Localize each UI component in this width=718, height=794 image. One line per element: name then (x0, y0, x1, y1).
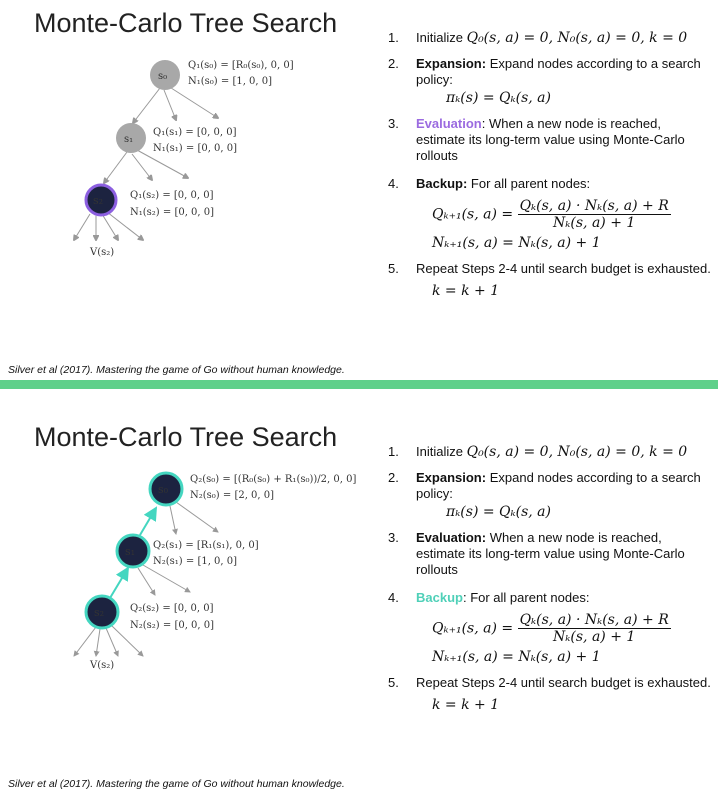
edge (168, 86, 218, 118)
algorithm-steps (388, 444, 713, 713)
edge (96, 629, 100, 656)
edge (133, 88, 160, 123)
s1-q-label: Q₁(s₁) = [0, 0, 0] (153, 127, 237, 138)
algorithm-steps (388, 30, 713, 299)
node-s2-label: s₂ (93, 194, 104, 207)
s2-q-label: Q₂(s₂) = [0, 0, 0] (130, 603, 214, 614)
slide-divider (0, 380, 718, 389)
step-1: 1. Initialize Q₀(s, a) = 0, N₀(s, a) = 0, k = 0 (388, 30, 688, 46)
node-s1-label: s₁ (125, 545, 136, 558)
step-4: 4. Backup: For all parent nodes: Qₖ₊₁(s, a) = $\frac{\text{Qₖ(s, a) · Nₖ(s, a) + R}}{\text{Nₖ(s, a) + 1}}$ Nₖ₊₁(s, a) = Nₖ(s, a) + 1 (388, 590, 713, 665)
edge (106, 628, 118, 656)
node-s1-label: s₁ (124, 134, 134, 145)
step-2: 2. Expansion: Expand nodes according to a search policy: πₖ(s) = Qₖ(s, a) (388, 470, 713, 520)
value-label: V(s₂) (90, 247, 115, 258)
policy-equation: πₖ(s) = Qₖ(s, a) (446, 504, 551, 520)
edge (138, 568, 155, 595)
edge (104, 152, 127, 183)
s2-n-label: N₂(s₂) = [0, 0, 0] (130, 620, 215, 631)
edge (132, 154, 152, 180)
init-equation: Q₀(s, a) = 0, N₀(s, a) = 0, k = 0 (466, 444, 688, 460)
node-s0-label: s₀ (158, 483, 169, 496)
mcts-tree-diagram (0, 0, 385, 300)
slide-2 (0, 400, 718, 794)
init-equation: Q₀(s, a) = 0, N₀(s, a) = 0, k = 0 (466, 30, 688, 46)
s1-n-label: N₁(s₁) = [0, 0, 0] (153, 143, 238, 154)
slide-1 (0, 0, 718, 379)
edge (137, 150, 188, 178)
edge (164, 90, 176, 120)
slide-title: Monte-Carlo Tree Search (34, 422, 338, 452)
n-update-equation: Nₖ₊₁(s, a) = Nₖ(s, a) + 1 (432, 649, 601, 665)
s0-q-label: Q₁(s₀) = [R₀(s₀), 0, 0] (188, 60, 294, 71)
mcts-tree-diagram (0, 400, 385, 700)
step-1: 1. Initialize Q₀(s, a) = 0, N₀(s, a) = 0, k = 0 (388, 444, 688, 460)
s0-n-label: N₂(s₀) = [2, 0, 0] (190, 490, 275, 501)
step-5: 5. Repeat Steps 2-4 until search budget is exhausted. k = k + 1 (388, 261, 713, 299)
value-label: V(s₂) (90, 660, 115, 671)
step-2: 2. Expansion: Expand nodes according to a search policy: πₖ(s) = Qₖ(s, a) (388, 56, 713, 106)
step-3: 3. Evaluation: When a new node is reached, estimate its long-term value using Monte-Carlo rollouts (388, 530, 685, 577)
backup-arrow (110, 568, 128, 598)
k-increment-equation: k = k + 1 (432, 697, 500, 713)
s1-q-label: Q₂(s₁) = [R₁(s₁), 0, 0] (153, 540, 259, 551)
step-3: 3. Evaluation: When a new node is reached, estimate its long-term value using Monte-Carlo rollouts (388, 116, 685, 163)
citation: Silver et al (2017). Mastering the game of Go without human knowledge. (8, 778, 345, 790)
edge (74, 627, 96, 656)
q-update-equation: Qₖ₊₁(s, a) = $\frac{\text{Qₖ(s, a) · Nₖ(s, a) + R}}{\text{Nₖ(s, a) + 1}}$ (432, 198, 669, 231)
policy-equation: πₖ(s) = Qₖ(s, a) (446, 90, 551, 106)
edge (74, 214, 90, 240)
slide-title: Monte-Carlo Tree Search (34, 8, 338, 38)
q-update-equation: Qₖ₊₁(s, a) = $\frac{\text{Qₖ(s, a) · Nₖ(s, a) + R}}{\text{Nₖ(s, a) + 1}}$ (432, 612, 669, 645)
k-increment-equation: k = k + 1 (432, 283, 500, 299)
step-5: 5. Repeat Steps 2-4 until search budget is exhausted. k = k + 1 (388, 675, 713, 713)
node-s0-label: s₀ (158, 71, 168, 82)
s1-n-label: N₂(s₁) = [1, 0, 0] (153, 556, 238, 567)
edge (102, 214, 118, 240)
n-update-equation: Nₖ₊₁(s, a) = Nₖ(s, a) + 1 (432, 235, 601, 251)
citation: Silver et al (2017). Mastering the game of Go without human knowledge. (8, 364, 345, 376)
s0-n-label: N₁(s₀) = [1, 0, 0] (188, 76, 273, 87)
node-s2-label: s₂ (94, 606, 105, 619)
edge (176, 502, 218, 532)
s2-n-label: N₁(s₂) = [0, 0, 0] (130, 207, 215, 218)
edge (170, 506, 176, 534)
backup-arrow (140, 508, 156, 535)
step-4: 4. Backup: For all parent nodes: Qₖ₊₁(s, a) = $\frac{\text{Qₖ(s, a) · Nₖ(s, a) + R}}{\text{Nₖ(s, a) + 1}}$ Nₖ₊₁(s, a) = Nₖ(s, a) + 1 (388, 176, 713, 251)
s2-q-label: Q₁(s₂) = [0, 0, 0] (130, 190, 214, 201)
s0-q-label: Q₂(s₀) = [(R₀(s₀) + R₁(s₀))/2, 0, 0] (190, 474, 357, 485)
